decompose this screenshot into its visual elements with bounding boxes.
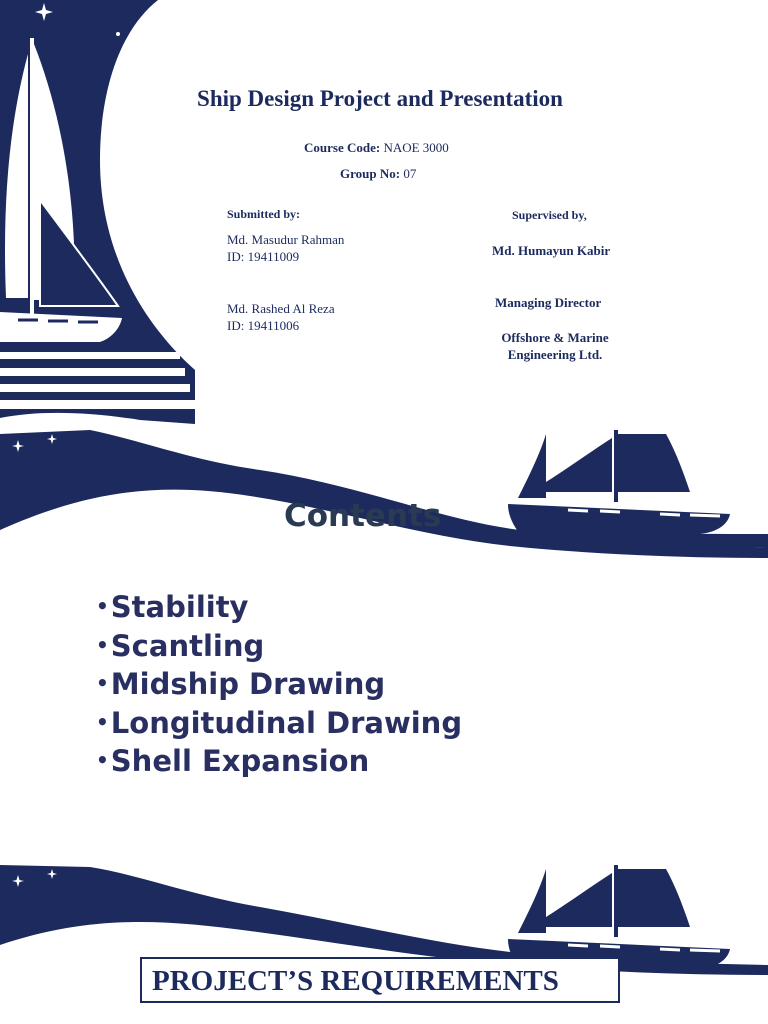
contents-title: Contents	[284, 498, 442, 534]
list-item: •Longitudinal Drawing	[96, 705, 463, 740]
course-code: Course Code: NAOE 3000	[304, 140, 449, 155]
slide-requirements	[0, 835, 768, 1024]
list-item: •Shell Expansion	[96, 744, 370, 778]
submitted-by-label: Submitted by:	[227, 207, 301, 221]
list-item: •Midship Drawing	[96, 667, 386, 701]
supervisor-role: Managing Director	[495, 295, 602, 310]
supervisor-organization: Offshore & Marine Engineering Ltd.	[501, 330, 609, 362]
page-title: Ship Design Project and Presentation	[197, 86, 563, 111]
supervised-by-label: Supervised by,	[512, 208, 587, 222]
contents-list	[96, 588, 462, 781]
slide-title	[0, 0, 768, 430]
member-1	[227, 231, 344, 265]
sailboat-icon	[508, 430, 730, 534]
slide-contents	[0, 430, 768, 835]
requirements-title: PROJECT’S REQUIREMENTS	[152, 965, 559, 997]
member-2-id: ID: 19411006	[227, 318, 300, 333]
sailboat-icon	[508, 865, 730, 969]
member-1-name: Md. Masudur Rahman	[227, 232, 345, 247]
member-2-name: Md. Rashed Al Reza	[227, 301, 335, 316]
supervisor-name: Md. Humayun Kabir	[492, 243, 611, 258]
list-item: •Scantling	[96, 628, 265, 663]
member-1-id: ID: 19411009	[227, 249, 300, 264]
group-number: Group No: 07	[340, 166, 417, 181]
list-item: •Stability	[96, 590, 249, 624]
nautical-background	[0, 0, 768, 430]
member-2	[227, 300, 335, 334]
